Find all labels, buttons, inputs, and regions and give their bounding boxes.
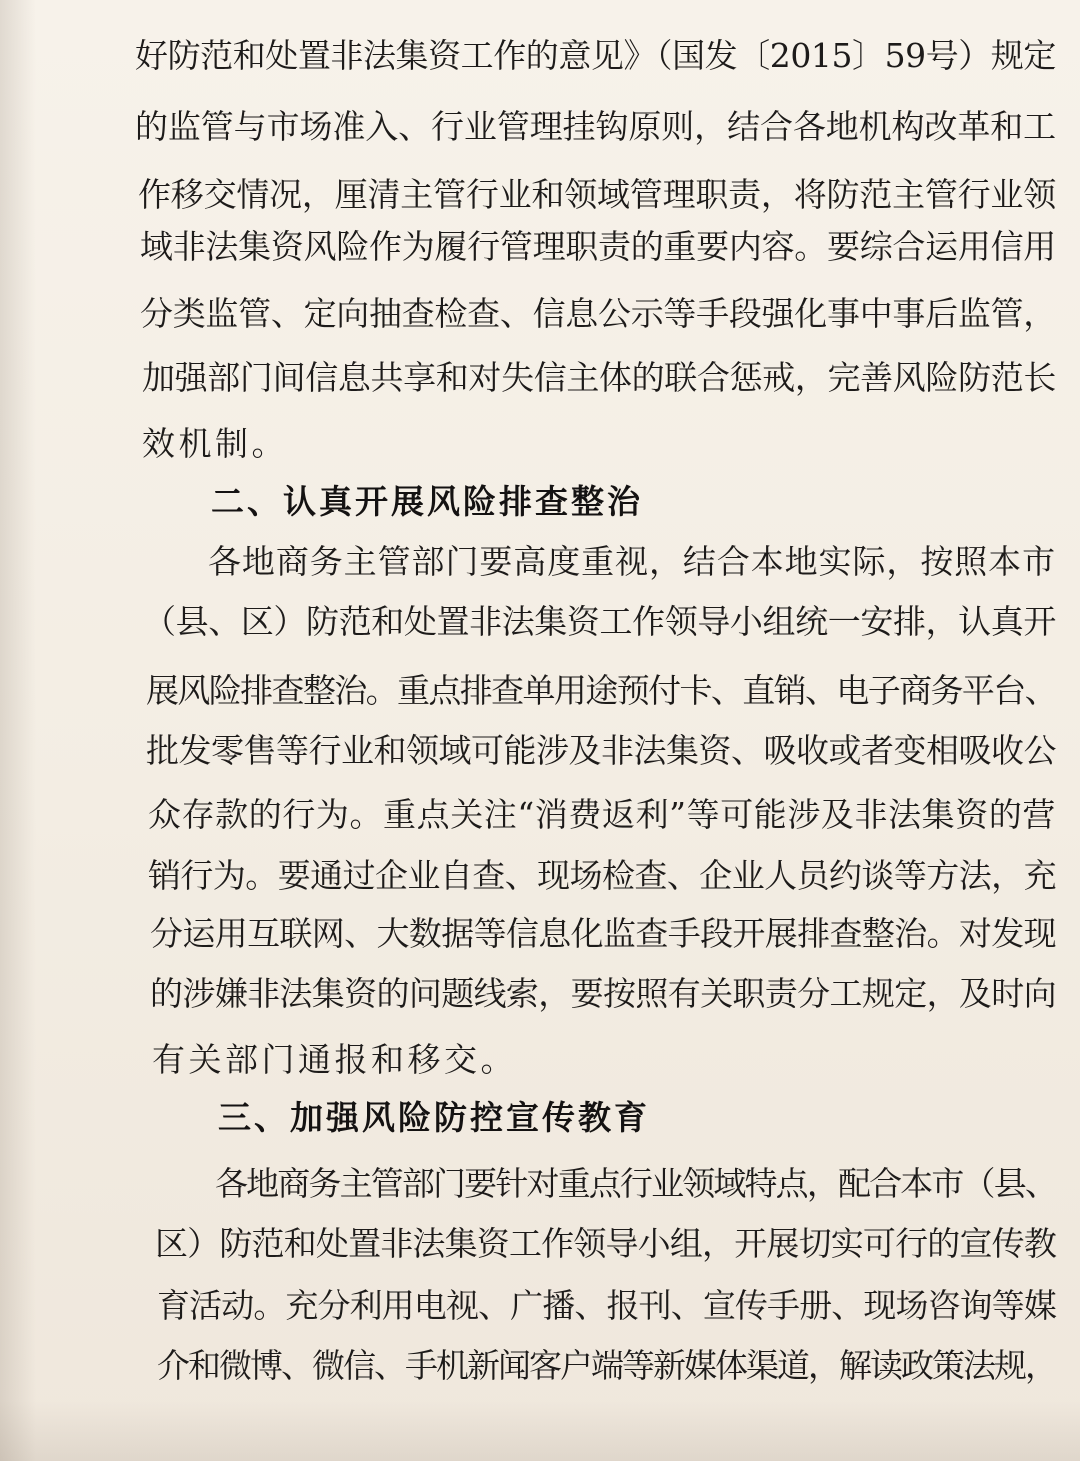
text-line-4: 域非法集资风险作为履行管理职责的重要内容。要综合运用信用	[140, 227, 1057, 266]
text-line-5: 分类监管、定向抽查检查、信息公示等手段强化事中事后监管，	[140, 294, 1057, 333]
section-heading-3: 三、加强风险防控宣传教育	[218, 1098, 650, 1137]
text-line-16: 的涉嫌非法集资的问题线索，要按照有关职责分工规定，及时向	[150, 974, 1057, 1013]
text-line-12: 批发零售等行业和领域可能涉及非法集资、吸收或者变相吸收公	[146, 731, 1056, 770]
text-line-21: 育活动。充分利用电视、广播、报刊、宣传手册、现场咨询等媒	[157, 1286, 1057, 1325]
text-line-7: 效机制。	[142, 424, 288, 463]
text-line-6: 加强部门间信息共享和对失信主体的联合惩戒，完善风险防范长	[142, 358, 1057, 397]
text-line-15: 分运用互联网、大数据等信息化监查手段开展排查整治。对发现	[150, 914, 1057, 953]
page-shadow-left	[0, 0, 36, 1461]
text-line-13: 众存款的行为。重点关注“消费返利”等可能涉及非法集资的营	[148, 795, 1056, 834]
text-line-1: 好防范和处置非法集资工作的意见》（国发〔2015〕59号）规定	[135, 36, 1056, 75]
text-line-2: 的监管与市场准入、行业管理挂钩原则，结合各地机构改革和工	[135, 107, 1057, 146]
text-line-11: 展风险排查整治。重点排查单用途预付卡、直销、电子商务平台、	[146, 671, 1057, 710]
text-line-19: 各地商务主管部门要针对重点行业领域特点，配合本市（县、	[215, 1164, 1057, 1203]
text-line-3: 作移交情况，厘清主管行业和领域管理职责，将防范主管行业领	[138, 175, 1057, 214]
text-line-14: 销行为。要通过企业自查、现场检查、企业人员约谈等方法，充	[148, 856, 1057, 895]
section-heading-2: 二、认真开展风险排查整治	[211, 482, 643, 521]
text-line-9: 各地商务主管部门要高度重视，结合本地实际，按照本市	[208, 542, 1056, 581]
text-line-20: 区）防范和处置非法集资工作领导小组，开展切实可行的宣传教	[155, 1224, 1057, 1263]
text-line-17: 有关部门通报和移交。	[152, 1040, 517, 1079]
text-line-10: （县、区）防范和处置非法集资工作领导小组统一安排，认真开	[143, 602, 1057, 641]
page-shadow-bottom	[0, 1401, 1080, 1461]
text-line-22: 介和微博、微信、手机新闻客户端等新媒体渠道，解读政策法规，	[157, 1346, 1056, 1385]
